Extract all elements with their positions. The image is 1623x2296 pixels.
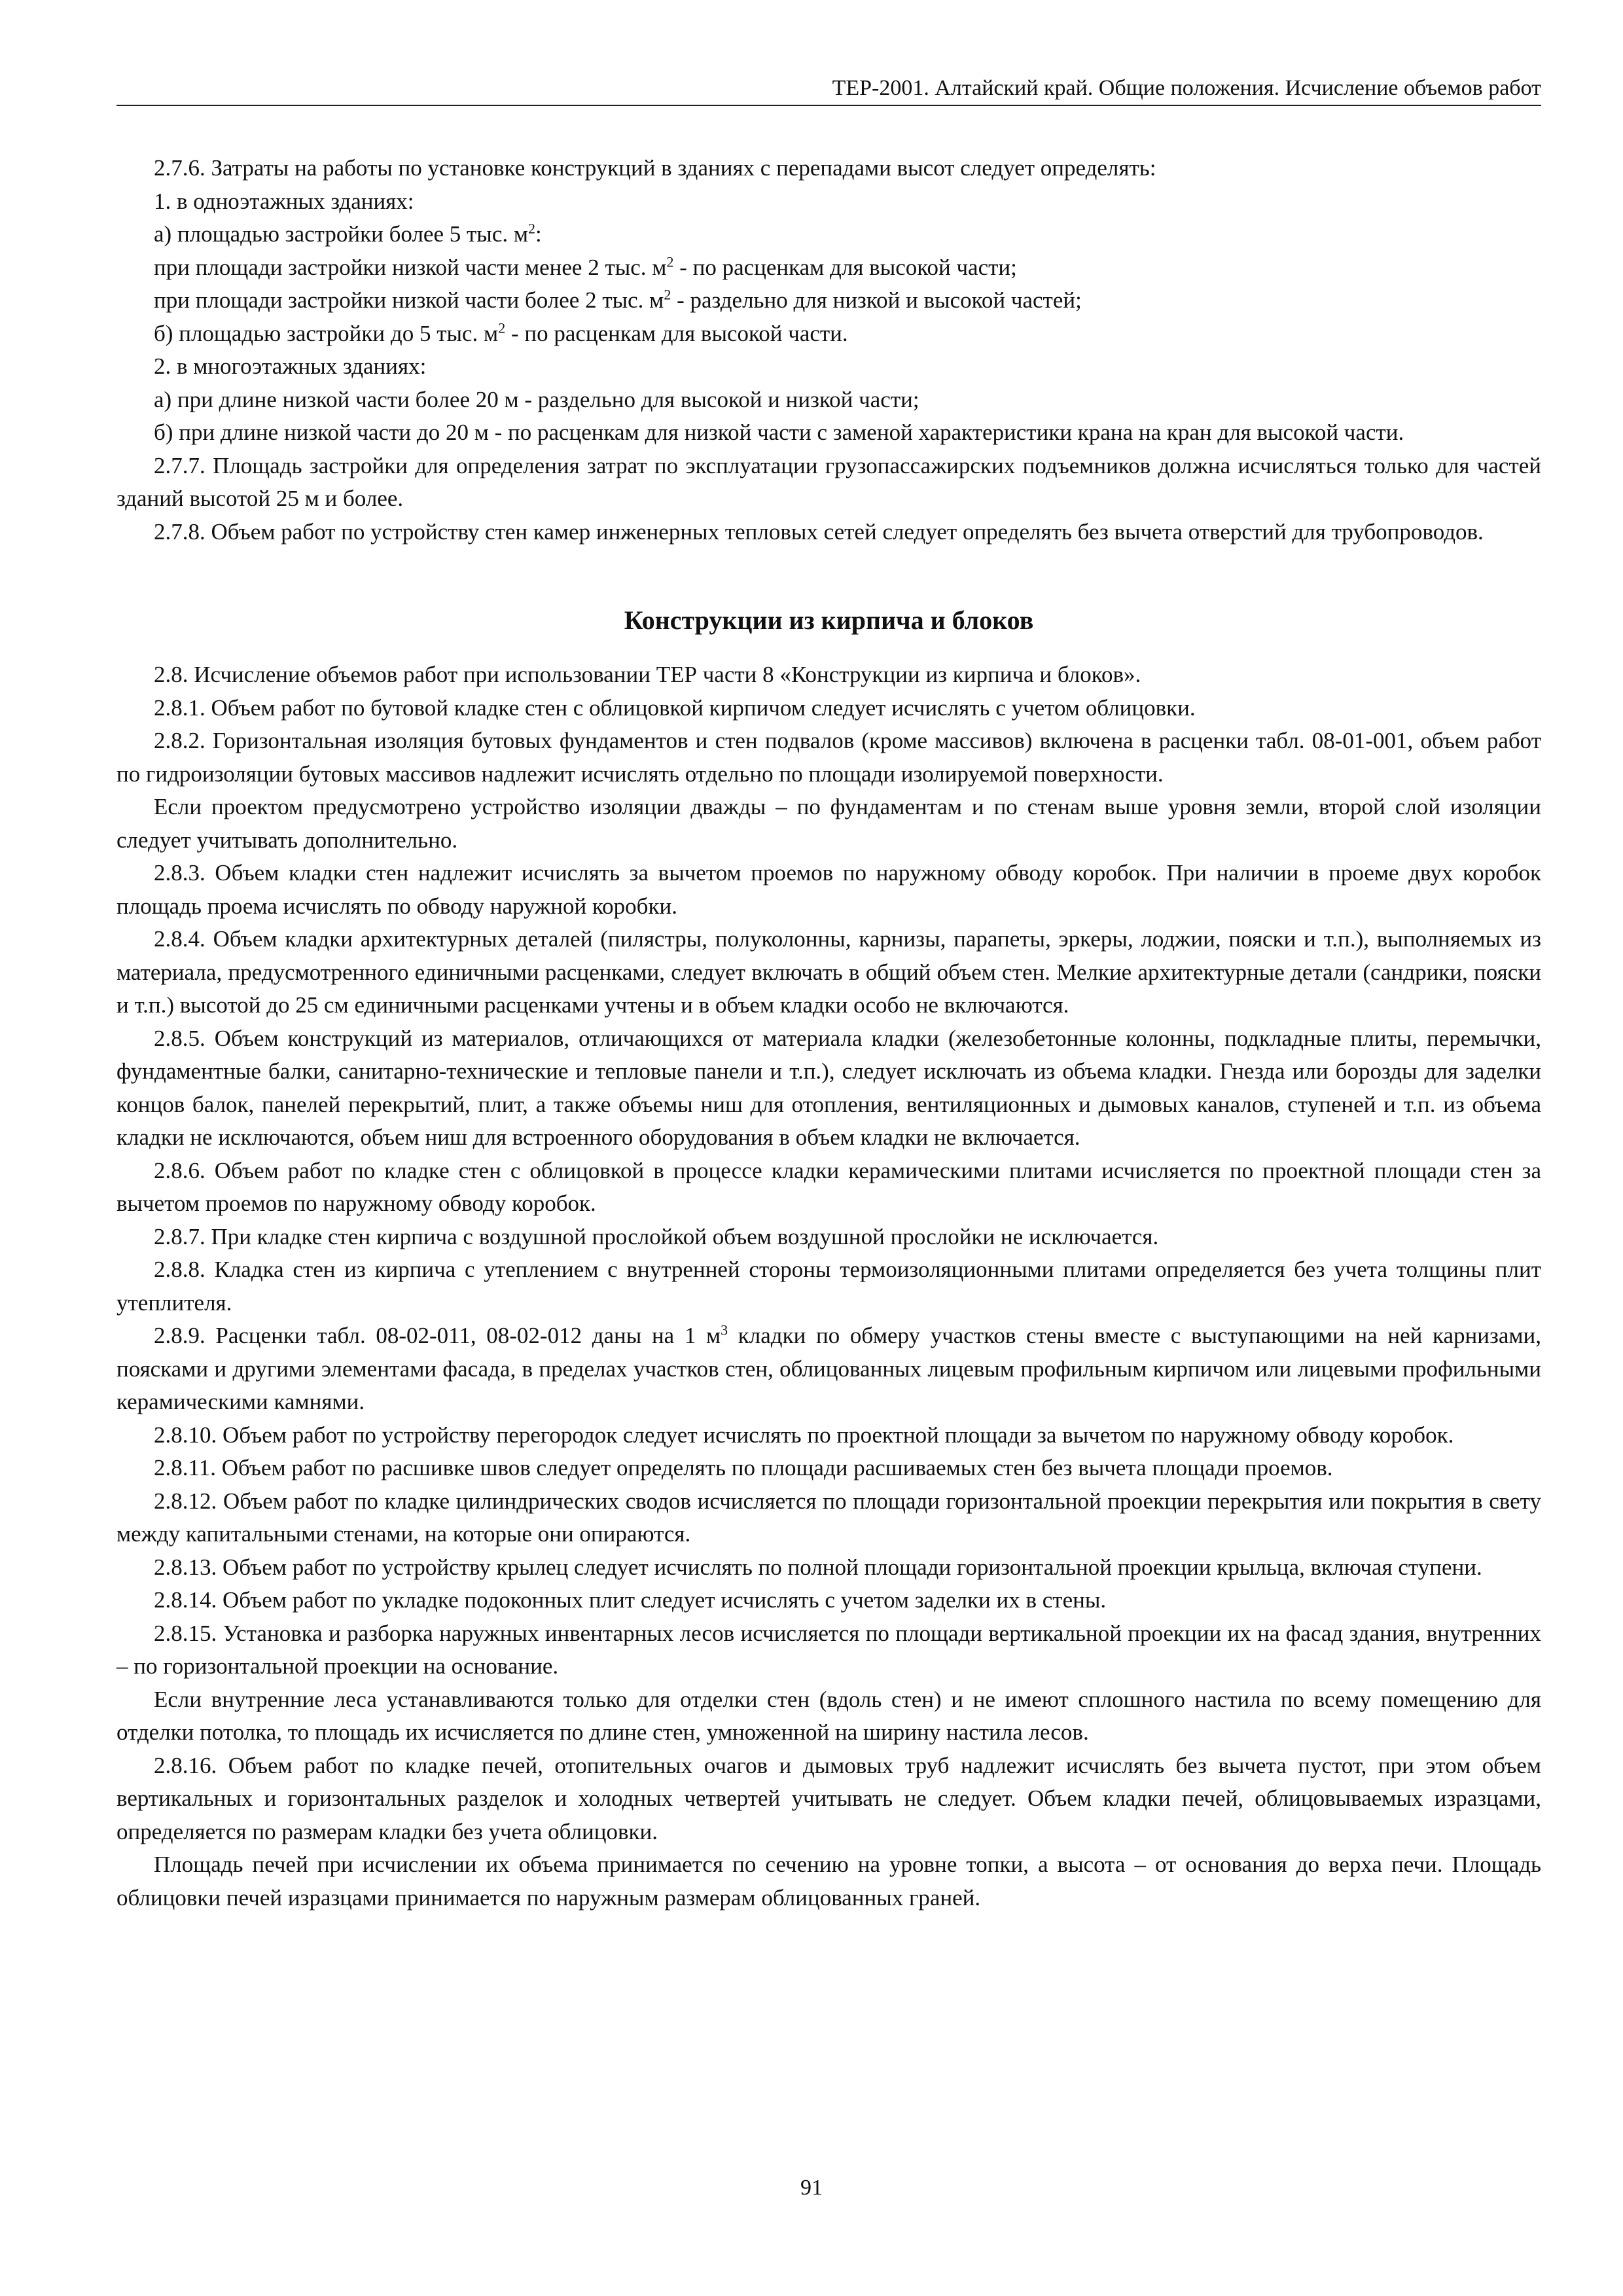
paragraph-2-8-15: 2.8.15. Установка и разборка наружных инвентарных лесов исчисляется по площади вертикальной проекции их на фасад здания, внутренних – по горизонтальной проекции на основание. (116, 1620, 1541, 1679)
paragraph-2-8-10: 2.8.10. Объем работ по устройству перегородок следует исчислять по проектной площади за вычетом по наружному обводу коробок. (154, 1422, 1454, 1448)
paragraph-2-8-11: 2.8.11. Объем работ по расшивке швов следует определять по площади расшиваемых стен без вычета площади проемов. (154, 1455, 1333, 1480)
document-body (116, 152, 1541, 1914)
paragraph-isolation-twice: Если проектом предусмотрено устройство изоляции дважды – по фундаментам и по стенам выше уровня земли, второй слой изоляции следует учитывать дополнительно. (116, 794, 1541, 853)
paragraph-2-8-14: 2.8.14. Объем работ по укладке подоконных плит следует исчислять с учетом заделки их в стены. (154, 1587, 1107, 1613)
list-item-area-under-5k: б) площадью застройки до 5 тыс. $м^2$ - по расценкам для высокой части. (154, 319, 848, 346)
paragraph-2-8-2: 2.8.2. Горизонтальная изоляция бутовых фундаментов и стен подвалов (кроме массивов) включена в расценки табл. 08-01-001, объем работ по гидроизоляции бутовых массивов надлежит исчислять отдельно по площади изолируемой поверхности. (116, 728, 1541, 787)
list-item-low-part-under-2k: при площади застройки низкой части менее 2 тыс. $м^2$ - по расценкам для высокой части; (154, 253, 1017, 280)
paragraph-2-7-7: 2.7.7. Площадь застройки для определения затрат по эксплуатации грузопассажирских подъемников должна исчисляться только для частей зданий высотой 25 м и более. (116, 452, 1541, 511)
section-heading: Конструкции из кирпича и блоков (624, 605, 1034, 635)
list-item-area-over-5k: а) площадью застройки более 5 тыс. $м^2$: (154, 220, 542, 247)
paragraph-2-7-8: 2.7.8. Объем работ по устройству стен камер инженерных тепловых сетей следует определять без вычета отверстий для трубопроводов. (154, 518, 1484, 545)
paragraph-2-8-12: 2.8.12. Объем работ по кладке цилиндрических сводов исчисляется по площади горизонтальной проекции перекрытия или покрытия в свету между капитальными стенами, на которые они опираются. (116, 1488, 1541, 1547)
paragraph-2-8: 2.8. Исчисление объемов работ при использовании ТЕР части 8 «Конструкции из кирпича и блоков». (154, 662, 1141, 687)
paragraph-2-8-8: 2.8.8. Кладка стен из кирпича с утеплением с внутренней стороны термоизоляционными плитами определяется без учета толщины плит утеплителя. (116, 1257, 1541, 1316)
paragraph-2-8-6: 2.8.6. Объем работ по кладке стен с облицовкой в процессе кладки керамическими плитами исчисляется по проектной площади стен за вычетом проемов по наружному обводу коробок. (116, 1157, 1541, 1216)
paragraph-2-8-5: 2.8.5. Объем конструкций из материалов, отличающихся от материала кладки (железобетонные колонны, подкладные плиты, перемычки, фундаментные балки, санитарно-технические и тепловые панели и т.п.), следует исключать из объема кладки. Гнезда или борозды для заделки концов балок, панелей перекрытий, плит, а также объемы ниш для отопления, вентиляционных и дымовых каналов, ступеней и т.п. из объема кладки не исключаются, объем ниш для встроенного оборудования в объем кладки не включается. (116, 1025, 1541, 1150)
page-number: 91 (800, 2176, 823, 2200)
list-item-multi-storey: 2. в многоэтажных зданиях: (154, 353, 427, 379)
list-item-low-part-over-2k: при площади застройки низкой части более 2 тыс. $м^2$ - раздельно для низкой и высокой частей; (154, 286, 1082, 313)
paragraph-2-8-1: 2.8.1. Объем работ по бутовой кладке стен с облицовкой кирпичом следует исчислять с учетом облицовки. (154, 694, 1196, 721)
list-item-low-part-under-20m: б) при длине низкой части до 20 м - по расценкам для низкой части с заменой характеристики крана на кран для высокой части. (154, 420, 1404, 445)
paragraph-internal-scaffolding: Если внутренние леса устанавливаются только для отделки стен (вдоль стен) и не имеют сплошного настила по всему помещению для отделки потолка, то площадь их исчисляется по длине стен, умноженной на ширину настила лесов. (116, 1686, 1541, 1745)
list-item-single-storey: 1. в одноэтажных зданиях: (154, 188, 414, 214)
list-item-low-part-over-20m: а) при длине низкой части более 20 м - раздельно для высокой и низкой части; (154, 386, 919, 412)
paragraph-stove-area: Площадь печей при исчислении их объема принимается по сечению на уровне топки, а высота – от основания до верха печи. Площадь облицовки печей изразцами принимается по наружным размерам облицованных граней. (116, 1852, 1541, 1910)
paragraph-2-8-16: 2.8.16. Объем работ по кладке печей, отопительных очагов и дымовых труб надлежит исчислять без вычета пустот, при этом объем вертикальных и горизонтальных разделок и холодных четвертей учитывать не следует. Объем кладки печей, облицовываемых изразцами, определяется по размерам кладки без учета облицовки. (116, 1752, 1541, 1844)
paragraph-2-8-3: 2.8.3. Объем кладки стен надлежит исчислять за вычетом проемов по наружному обводу коробок. При наличии в проеме двух коробок площадь проема исчислять по обводу наружной коробки. (116, 860, 1541, 919)
paragraph-2-8-7: 2.8.7. При кладке стен кирпича с воздушной прослойкой объем воздушной прослойки не исключается. (154, 1223, 1159, 1249)
paragraph-2-8-4: 2.8.4. Объем кладки архитектурных деталей (пилястры, полуколонны, карнизы, парапеты, эркеры, лоджии, пояски и т.п.), выполняемых из материала, предусмотренного единичными расценками, следует включать в общий объем стен. Мелкие архитектурные детали (сандрики, пояски и т.п.) высотой до 25 см единичными расценками учтены и в объем кладки особо не включаются. (116, 926, 1541, 1018)
paragraph-2-8-13: 2.8.13. Объем работ по устройству крылец следует исчислять по полной площади горизонтальной проекции крыльца, включая ступени. (154, 1554, 1482, 1580)
paragraph-2-7-6: 2.7.6. Затраты на работы по установке конструкций в зданиях с перепадами высот следует определять: (154, 155, 1156, 181)
paragraph-2-8-9: 2.8.9. Расценки табл. 08-02-011, 08-02-012 даны на 1 $м^3$ кладки по обмеру участков стены вместе с выступающими на ней карнизами, поясками и другими элементами фасада, в пределах участков стен, облицованных лицевым профильным кирпичом или лицевыми профильными керамическими камнями. (116, 1321, 1542, 1414)
running-header: ТЕР-2001. Алтайский край. Общие положения. Исчисление объемов работ (116, 72, 1541, 106)
